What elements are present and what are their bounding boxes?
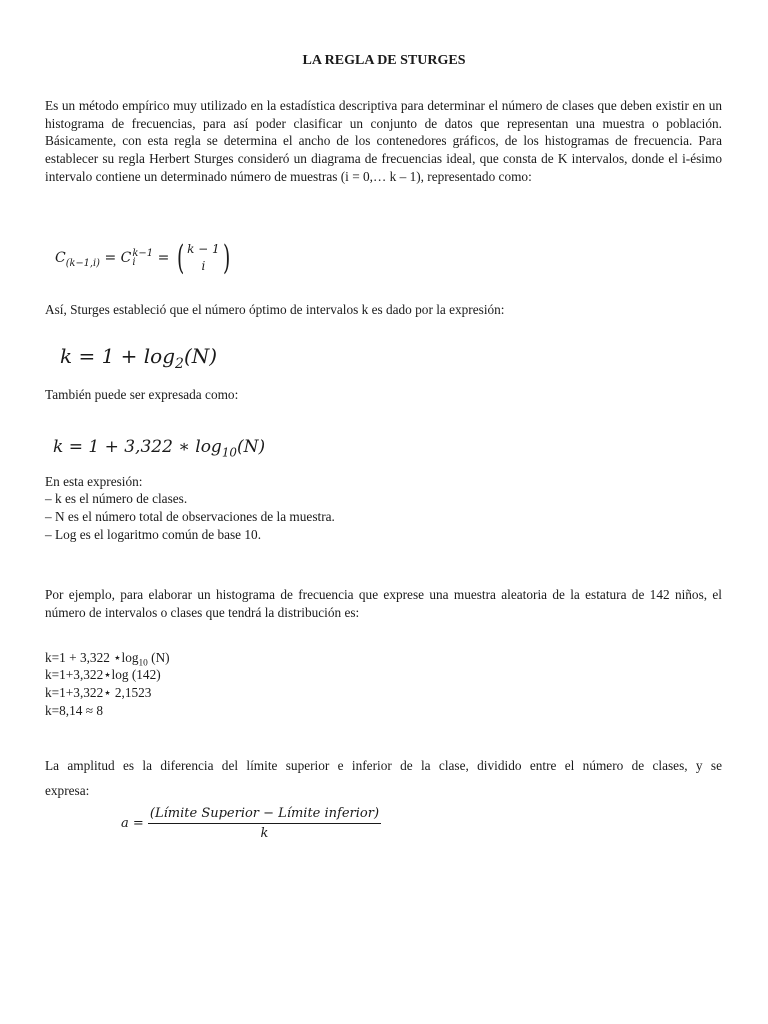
list-intro: En esta expresión: xyxy=(45,474,143,489)
sturges-formula-log2 xyxy=(60,344,218,372)
binomial-formula xyxy=(55,238,233,278)
list-item: – Log es el logaritmo común de base 10. xyxy=(45,527,262,542)
formula2-lhs: k = 1 + log xyxy=(60,344,176,368)
fraction-numerator: (Límite Superior − Límite inferior) xyxy=(148,806,381,824)
sturges-formula-log10 xyxy=(53,437,266,460)
calc-line-2: k=1+3,322⋆log (142) xyxy=(45,667,161,682)
calc-line-4: k=8,14 ≈ 8 xyxy=(45,703,104,718)
calc-line-1-b: (N) xyxy=(147,650,170,665)
formula1-c2-sub: i xyxy=(132,257,136,268)
amplitude-fraction xyxy=(148,806,381,841)
formula1-eq2: = xyxy=(157,250,170,266)
amplitude-paragraph-line2: expresa: xyxy=(45,783,90,798)
sturges-intro: Así, Sturges estableció que el número óptimo de intervalos k es dado por la expresión: xyxy=(45,302,505,317)
formula3-sub: 10 xyxy=(221,445,237,460)
binom-top: k − 1 xyxy=(187,242,220,256)
formula2-sub: 2 xyxy=(175,356,184,372)
right-paren-icon: ) xyxy=(222,238,230,278)
amplitude-paragraph-line1: La amplitud es la diferencia del límite superior e inferior de la clase, dividido entre el número de clases, y se xyxy=(45,758,722,773)
formula1-c2-sup: k−1 xyxy=(132,248,154,259)
amplitude-formula xyxy=(121,806,381,841)
formula1-c-sub: (k−1,i) xyxy=(65,257,100,269)
binom-bottom: i xyxy=(201,259,206,273)
fraction-denominator: k xyxy=(260,826,269,841)
calc-line-3: k=1+3,322⋆ 2,1523 xyxy=(45,685,152,700)
calc-line-1 xyxy=(45,649,170,667)
calc-line-1-sub: 10 xyxy=(138,658,148,669)
document-title: LA REGLA DE STURGES xyxy=(302,53,466,68)
example-paragraph: Por ejemplo, para elaborar un histograma de frecuencia que exprese una muestra aleatoria de la estatura de 142 niños, el número de intervalos o clases que tendrá la distribución es: xyxy=(45,587,722,620)
formula1-eq: = xyxy=(104,250,117,266)
calc-line-1-a: k=1 + 3,322 ⋆log xyxy=(45,650,139,665)
list-item: – k es el número de clases. xyxy=(45,491,188,506)
left-paren-icon: ( xyxy=(176,238,185,278)
formula1-c: C xyxy=(55,250,66,266)
alt-expression-intro: También puede ser expresada como: xyxy=(45,387,239,402)
formula2-rhs: (N) xyxy=(183,344,218,368)
list-item: – N es el número total de observaciones de la muestra. xyxy=(45,509,335,524)
formula3-lhs: k = 1 + 3,322 ∗ log xyxy=(53,437,222,457)
formula1-c2: C xyxy=(120,250,132,266)
formula3-rhs: (N) xyxy=(236,437,266,457)
formula4-lhs: a = xyxy=(121,816,144,831)
intro-paragraph: Es un método empírico muy utilizado en la estadística descriptiva para determinar el número de clases que deben existir en un histograma de frecuencias, para así poder clasificar un conjunto de datos que representan una muestra o población. Básicamente, con esta regla se determina el ancho de los contenedores gráficos, de los histogramas de frecuencia. Para establecer su regla Herbert Sturges consideró un diagrama de frecuencias ideal, que consta de K intervalos, donde el i-ésimo intervalo contiene un determinado número de muestras (i = 0,… k – 1), representado como: xyxy=(45,98,722,184)
